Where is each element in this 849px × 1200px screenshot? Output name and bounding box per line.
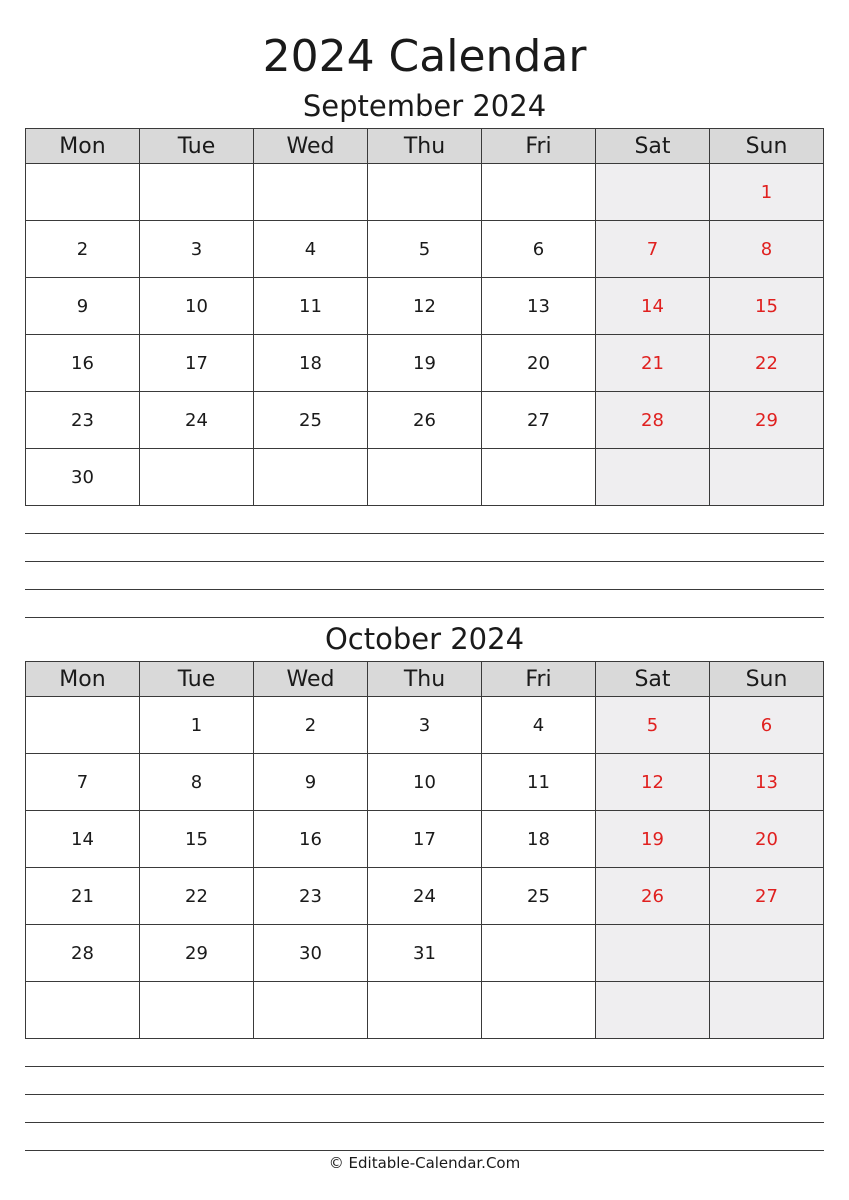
- note-line: [25, 1122, 824, 1123]
- day-cell: 25: [482, 868, 596, 925]
- week-row: [26, 697, 824, 754]
- day-cell: [140, 164, 254, 221]
- day-cell: 6: [710, 697, 824, 754]
- weekday-header: Tue: [140, 129, 254, 164]
- week-row: [26, 164, 824, 221]
- day-cell: 17: [368, 811, 482, 868]
- day-cell: 8: [710, 221, 824, 278]
- footer-credit: © Editable-Calendar.Com: [328, 1154, 521, 1172]
- calendar-grid: [25, 128, 824, 506]
- day-cell: 20: [482, 335, 596, 392]
- day-cell: 3: [368, 697, 482, 754]
- week-row: [26, 811, 824, 868]
- page-title: 2024 Calendar: [262, 31, 587, 82]
- day-cell: 30: [254, 925, 368, 982]
- day-cell: 4: [482, 697, 596, 754]
- calendar-grid: [25, 661, 824, 1039]
- day-cell: [140, 982, 254, 1039]
- day-cell: 14: [26, 811, 140, 868]
- day-cell: 9: [26, 278, 140, 335]
- day-cell: [140, 449, 254, 506]
- day-cell: 2: [26, 221, 140, 278]
- day-cell: 26: [368, 392, 482, 449]
- day-cell: [254, 164, 368, 221]
- day-cell: 29: [140, 925, 254, 982]
- day-cell: 1: [710, 164, 824, 221]
- day-cell: 18: [482, 811, 596, 868]
- weekday-header-row: [26, 662, 824, 697]
- day-cell: [26, 982, 140, 1039]
- note-line: [25, 1150, 824, 1151]
- week-row: [26, 278, 824, 335]
- day-cell: [368, 164, 482, 221]
- weekday-header: Sat: [596, 129, 710, 164]
- week-row: [26, 221, 824, 278]
- day-cell: [710, 449, 824, 506]
- day-cell: 14: [596, 278, 710, 335]
- day-cell: 15: [140, 811, 254, 868]
- week-row: [26, 392, 824, 449]
- weekday-header: Sun: [710, 662, 824, 697]
- weekday-header: Sun: [710, 129, 824, 164]
- weekday-header: Thu: [368, 662, 482, 697]
- weekday-header: Fri: [482, 662, 596, 697]
- day-cell: 16: [254, 811, 368, 868]
- day-cell: 11: [254, 278, 368, 335]
- day-cell: 8: [140, 754, 254, 811]
- note-line: [25, 617, 824, 618]
- weekday-header: Wed: [254, 129, 368, 164]
- day-cell: 7: [26, 754, 140, 811]
- day-cell: 17: [140, 335, 254, 392]
- day-cell: 24: [368, 868, 482, 925]
- day-cell: [482, 925, 596, 982]
- day-cell: 19: [596, 811, 710, 868]
- day-cell: 2: [254, 697, 368, 754]
- month-title: October 2024: [324, 622, 525, 656]
- day-cell: 1: [140, 697, 254, 754]
- day-cell: 16: [26, 335, 140, 392]
- weekday-header: Mon: [26, 662, 140, 697]
- day-cell: 24: [140, 392, 254, 449]
- day-cell: [26, 697, 140, 754]
- day-cell: [482, 164, 596, 221]
- day-cell: [254, 982, 368, 1039]
- day-cell: 30: [26, 449, 140, 506]
- day-cell: 29: [710, 392, 824, 449]
- day-cell: 23: [26, 392, 140, 449]
- day-cell: 26: [596, 868, 710, 925]
- day-cell: 21: [596, 335, 710, 392]
- day-cell: [368, 982, 482, 1039]
- day-cell: 22: [140, 868, 254, 925]
- note-line: [25, 1094, 824, 1095]
- day-cell: 19: [368, 335, 482, 392]
- note-line: [25, 1066, 824, 1067]
- day-cell: 27: [710, 868, 824, 925]
- week-row: [26, 925, 824, 982]
- day-cell: [26, 164, 140, 221]
- day-cell: 3: [140, 221, 254, 278]
- day-cell: 13: [482, 278, 596, 335]
- day-cell: 13: [710, 754, 824, 811]
- day-cell: [710, 982, 824, 1039]
- note-line: [25, 589, 824, 590]
- day-cell: 20: [710, 811, 824, 868]
- day-cell: 18: [254, 335, 368, 392]
- weekday-header: Thu: [368, 129, 482, 164]
- day-cell: 11: [482, 754, 596, 811]
- day-cell: 12: [368, 278, 482, 335]
- weekday-header: Fri: [482, 129, 596, 164]
- week-row: [26, 449, 824, 506]
- day-cell: 27: [482, 392, 596, 449]
- day-cell: [596, 164, 710, 221]
- weekday-header: Sat: [596, 662, 710, 697]
- day-cell: [482, 449, 596, 506]
- day-cell: 4: [254, 221, 368, 278]
- day-cell: [596, 925, 710, 982]
- day-cell: [368, 449, 482, 506]
- day-cell: 22: [710, 335, 824, 392]
- week-row: [26, 335, 824, 392]
- day-cell: [596, 982, 710, 1039]
- day-cell: 25: [254, 392, 368, 449]
- day-cell: 15: [710, 278, 824, 335]
- day-cell: 6: [482, 221, 596, 278]
- day-cell: 31: [368, 925, 482, 982]
- weekday-header: Wed: [254, 662, 368, 697]
- day-cell: 28: [26, 925, 140, 982]
- week-row: [26, 754, 824, 811]
- day-cell: 9: [254, 754, 368, 811]
- week-row: [26, 868, 824, 925]
- day-cell: [596, 449, 710, 506]
- note-line: [25, 561, 824, 562]
- note-line: [25, 533, 824, 534]
- day-cell: [254, 449, 368, 506]
- day-cell: [710, 925, 824, 982]
- day-cell: 28: [596, 392, 710, 449]
- week-row: [26, 982, 824, 1039]
- day-cell: 10: [368, 754, 482, 811]
- day-cell: 5: [596, 697, 710, 754]
- day-cell: 5: [368, 221, 482, 278]
- weekday-header-row: [26, 129, 824, 164]
- day-cell: 10: [140, 278, 254, 335]
- day-cell: [482, 982, 596, 1039]
- day-cell: 21: [26, 868, 140, 925]
- month-title: September 2024: [302, 89, 547, 123]
- day-cell: 12: [596, 754, 710, 811]
- day-cell: 7: [596, 221, 710, 278]
- day-cell: 23: [254, 868, 368, 925]
- weekday-header: Mon: [26, 129, 140, 164]
- weekday-header: Tue: [140, 662, 254, 697]
